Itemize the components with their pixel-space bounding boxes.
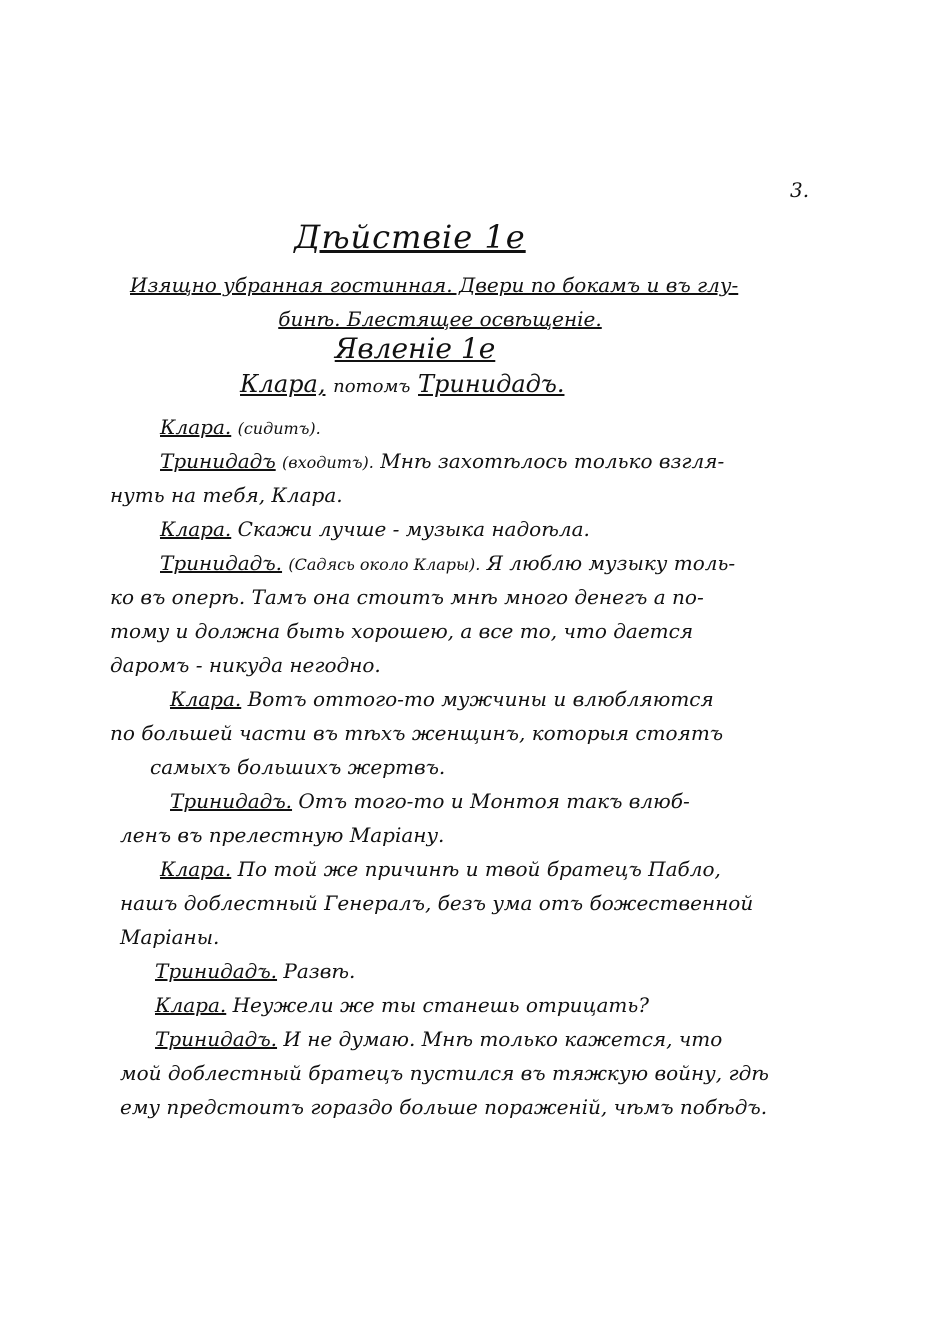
character-second: Тринидадъ. xyxy=(418,370,565,398)
dialogue-line: ленъ въ прелестную Маріану. xyxy=(120,823,445,847)
dialogue-line: ко въ оперѣ. Тамъ она стоитъ мнѣ много денегъ а по- xyxy=(110,585,704,609)
speaker-name: Тринидадъ. xyxy=(160,551,283,575)
dialogue-line: мой доблестный братецъ пустился въ тяжкую войну, гдѣ xyxy=(120,1061,769,1085)
dialogue-line: нуть на тебя, Клара. xyxy=(110,483,343,507)
dialogue-line xyxy=(110,546,845,580)
page-number: 3. xyxy=(790,178,810,202)
dialogue-line: даромъ - никуда негодно. xyxy=(110,653,381,677)
dialogue-line: ему предстоитъ гораздо больше пораженій, чѣмъ побѣдъ. xyxy=(120,1095,768,1119)
stage-direction: (сидитъ). xyxy=(237,419,321,438)
dialogue-block xyxy=(110,410,845,1124)
dialogue-line: тому и должна быть хорошею, а все то, что дается xyxy=(110,619,694,643)
dialogue-text: По той же причинѣ и твой братецъ Пабло, xyxy=(237,857,721,881)
setting-line-2: бинѣ. Блестящее освѣщеніе. xyxy=(278,307,602,331)
dialogue-text: Неужели же ты станешь отрицать? xyxy=(232,993,649,1017)
dialogue-text: Развѣ. xyxy=(283,959,356,983)
stage-setting xyxy=(110,268,830,336)
speaker-name: Тринидадъ xyxy=(160,449,276,473)
dialogue-line xyxy=(110,954,845,988)
scene-title: Явленіе 1е xyxy=(334,332,496,365)
dialogue-line xyxy=(110,852,845,886)
scene-characters xyxy=(240,370,640,398)
dialogue-text: Я люблю музыку толь- xyxy=(486,551,736,575)
speaker-name: Тринидадъ. xyxy=(155,1027,278,1051)
character-first: Клара, xyxy=(240,370,326,398)
speaker-name: Клара. xyxy=(170,687,242,711)
dialogue-line xyxy=(110,410,845,444)
dialogue-text: И не думаю. Мнѣ только кажется, что xyxy=(283,1027,723,1051)
dialogue-text: Мнѣ захотѣлось только взгля- xyxy=(380,449,725,473)
stage-direction: (Садясь около Клары). xyxy=(288,555,481,574)
dialogue-line xyxy=(110,988,845,1022)
dialogue-line xyxy=(110,512,845,546)
speaker-name: Клара. xyxy=(160,517,232,541)
character-connector: потомъ xyxy=(333,376,411,397)
dialogue-line xyxy=(110,784,845,818)
dialogue-text: Вотъ оттого-то мужчины и влюбляются xyxy=(247,687,714,711)
speaker-name: Тринидадъ. xyxy=(170,789,293,813)
dialogue-line: по большей части въ тѣхъ женщинъ, которыя стоятъ xyxy=(110,721,724,745)
dialogue-line: самыхъ большихъ жертвъ. xyxy=(150,755,446,779)
dialogue-text: Скажи лучше - музыка надоѣла. xyxy=(237,517,590,541)
dialogue-line xyxy=(110,682,845,716)
speaker-name: Тринидадъ. xyxy=(155,959,278,983)
dialogue-line: нашъ доблестный Генералъ, безъ ума отъ божественной xyxy=(120,891,754,915)
stage-direction: (входитъ). xyxy=(282,453,374,472)
speaker-name: Клара. xyxy=(160,857,232,881)
speaker-name: Клара. xyxy=(160,415,232,439)
dialogue-line xyxy=(110,1022,845,1056)
speaker-name: Клара. xyxy=(155,993,227,1017)
act-title: Дѣйствіе 1е xyxy=(294,218,526,256)
dialogue-line xyxy=(110,444,845,478)
dialogue-line: Маріаны. xyxy=(120,925,220,949)
dialogue-text: Отъ того-то и Монтоя такъ влюб- xyxy=(298,789,690,813)
setting-line-1: Изящно убранная гостинная. Двери по бокамъ и въ глу- xyxy=(130,273,739,297)
